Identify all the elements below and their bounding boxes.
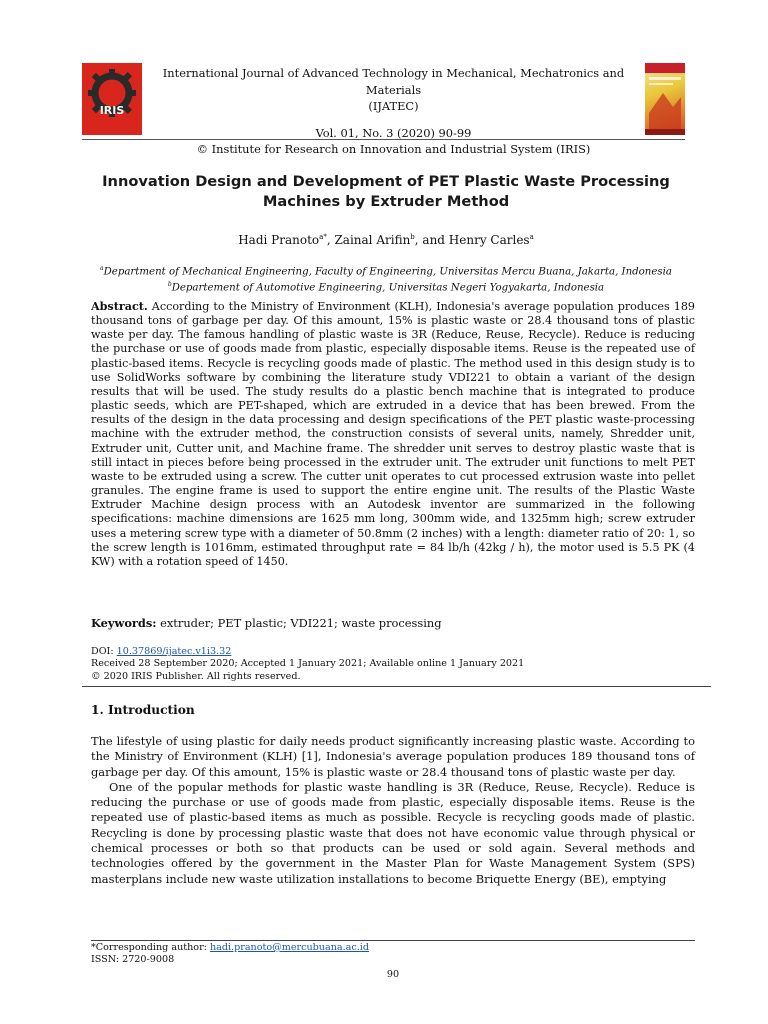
author-superscript: a* — [319, 233, 327, 241]
received-dates: Received 28 September 2020; Accepted 1 January 2021; Available online 1 January 2021 — [91, 658, 525, 670]
iris-logo — [82, 63, 142, 135]
journal-publisher: © Institute for Research on Innovation and Industrial System (IRIS) — [196, 142, 591, 156]
paper-title-line2: Machines by Extruder Method — [262, 193, 510, 210]
corresponding-label: *Corresponding author: — [91, 942, 207, 953]
copyright: © 2020 IRIS Publisher. All rights reserved. — [91, 670, 301, 682]
author-name: , and Henry Carles — [414, 233, 530, 247]
author-name: Hadi Pranoto — [238, 233, 320, 247]
meta-divider — [82, 686, 711, 687]
author-superscript: b — [410, 233, 415, 241]
journal-volume: Vol. 01, No. 3 (2020) 90-99 — [315, 125, 472, 140]
doi-line — [91, 646, 695, 658]
affiliation-marker: b — [167, 281, 172, 289]
corresponding-author — [91, 942, 369, 954]
footnote — [91, 942, 369, 967]
affiliation-marker: a — [100, 265, 104, 272]
affiliation-a — [90, 262, 682, 278]
author-name: , Zainal Arifin — [326, 233, 411, 247]
journal-header — [142, 65, 645, 158]
doi-label: DOI: — [91, 646, 114, 657]
header-divider — [82, 139, 685, 140]
journal-name: International Journal of Advanced Technology in Mechanical, Mechatronics and Materials — [162, 66, 625, 97]
affiliations — [90, 262, 682, 295]
keywords — [91, 616, 695, 630]
keywords-label: Keywords: — [91, 616, 157, 630]
paper-title-line1: Innovation Design and Development of PET Plastic Waste Processing — [102, 173, 670, 190]
journal-cover-thumbnail — [645, 63, 685, 135]
section-heading-introduction: 1. Introduction — [91, 703, 195, 717]
paragraph: One of the popular methods for plastic waste handling is 3R (Reduce, Reuse, Recycle). Reduce is reducing the purchase or use of goods made from plastic, especially disposable items. Reuse is the repeated use of plastic-based items as much as possible. Recycle is recycling goods made of plastic. Recycling is done by processing plastic waste that does not have economic value through physical or chemical processes or both so that products can be used or sold again. Several methods and technologies offered by the government in the Master Plan for Waste Management System (SPS) masterplans include new waste utilization installations to become Briquette Energy (BE), emptying — [91, 779, 695, 886]
abstract — [91, 300, 695, 569]
affiliation-text: Department of Mechanical Engineering, Faculty of Engineering, Universitas Mercu Buana, Jakarta, Indonesia — [103, 266, 672, 278]
paragraph: The lifestyle of using plastic for daily needs product significantly increasing plastic waste. According to the Ministry of Environment (KLH) [1], Indonesia's average population produces 189 thousand tons of garbage per day. Of this amount, 15% is plastic waste or 28.4 thousand tons of plastic waste per day. — [91, 734, 695, 779]
corresponding-email-link[interactable]: hadi.pranoto@mercubuana.ac.id — [209, 942, 369, 953]
doi-link[interactable]: 10.37869/ijatec.v1i3.32 — [116, 646, 232, 657]
abstract-label: Abstract. — [91, 300, 148, 313]
abstract-text: According to the Ministry of Environment (KLH), Indonesia's average population produces 189 thousand tons of garbage per day. Of this amount, 15% is plastic waste or 28.4 thousand tons of plastic waste per day. The famous handling of plastic waste is 3R (Reduce, Reuse, Recycle). Reduce is reducing the purchase or use of goods made from plastic, especially disposable items. Reuse is the repeated use of plastic-based items. Recycle is recycling goods made of plastic. The method used in this design study is to use SolidWorks software by combining the literature study VDI221 to obtain a variant of the design results that will be used. The study results do a plastic bench machine that is integrated to produce plastic seeds, which are PET-shaped, which are extruded in a device that has been brewed. From the results of the design in the data processing and design specifications of the PET plastic waste-processing machine with the extruder method, the construction consists of several units, namely, Shredder unit, Extruder unit, Cutter unit, and Machine frame. The shredder unit serves to destroy plastic waste that is still intact in pieces before being processed in the extruder unit. The extruder unit functions to melt PET waste to be extruded using a screw. The cutter unit operates to cut processed extrusion waste into pellet granules. The engine frame is used to support the entire engine unit. The results of the Plastic Waste Extruder Machine design process with an Autodesk inventor are summarized in the following specifications: machine dimensions are 1625 mm long, 300mm wide, and 1325mm high; screw extruder uses a metering screw type with a diameter of 50.8mm (2 inches) with a length: diameter ratio of 20: 1, so the screw length is 1016mm, estimated throughput rate = 84 lb/h (42kg / h), the motor used is 5.5 PK (4 KW) with a rotation speed of 1450. — [91, 300, 696, 568]
affiliation-text: Departement of Automotive Engineering, Universitas Negeri Yogyakarta, Indonesia — [171, 282, 605, 294]
keywords-text: extruder; PET plastic; VDI221; waste processing — [160, 616, 442, 630]
journal-abbrev: (IJATEC) — [368, 99, 419, 113]
author-list — [90, 229, 682, 248]
iris-logo-text: IRIS — [99, 104, 125, 117]
issn: ISSN: 2720-9008 — [91, 954, 175, 966]
paper-title — [90, 172, 682, 212]
author-superscript: a — [529, 233, 534, 241]
footnote-divider — [91, 940, 695, 941]
article-meta — [91, 646, 695, 683]
page-number: 90 — [386, 969, 400, 980]
introduction-body — [91, 734, 695, 887]
affiliation-b — [90, 278, 682, 294]
